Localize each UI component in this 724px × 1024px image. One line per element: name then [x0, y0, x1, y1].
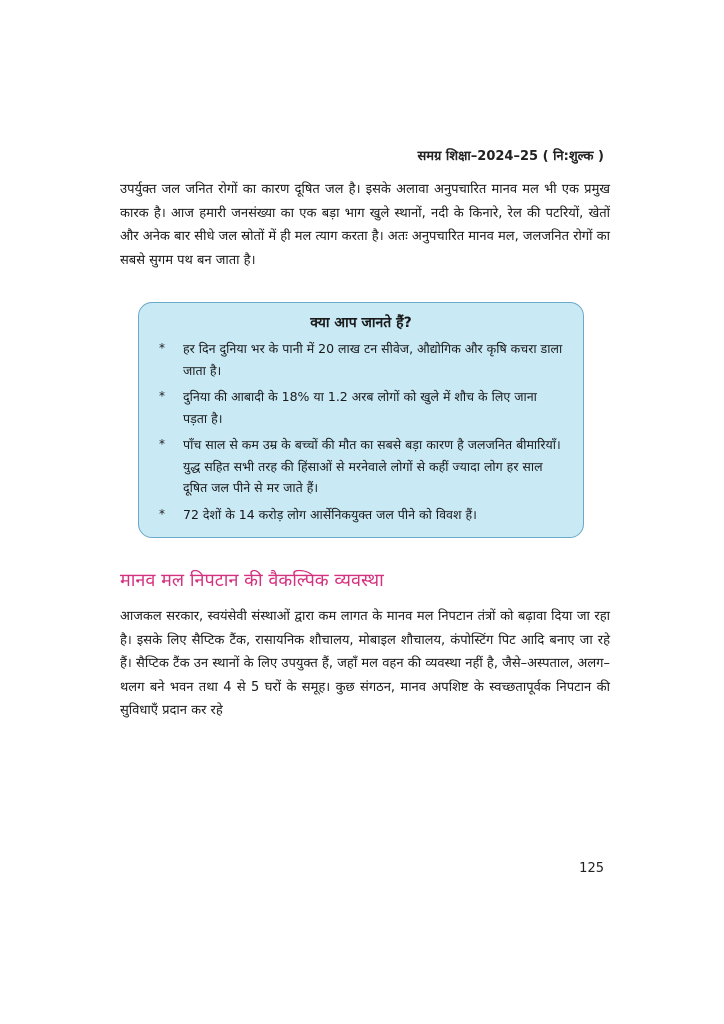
- did-you-know-title: क्या आप जानते हैं?: [310, 315, 412, 331]
- fact-text: हर दिन दुनिया भर के पानी में 20 लाख टन सीवेज, औद्योगिक और कृषि कचरा डाला जाता है।: [183, 341, 563, 378]
- running-header: समग्र शिक्षा–2024–25 ( नि:शुल्क ): [417, 149, 604, 164]
- fact-text: पाँच साल से कम उम्र के बच्चों की मौत का सबसे बड़ा कारण है जलजनित बीमारियाँ। युद्ध सहित सभी तरह की हिंसाओं से मरनेवाले लोगों से कहीं ज्यादा लोग हर साल दूषित जल पीने से मर जाते हैं।: [183, 437, 561, 495]
- did-you-know-box: [138, 302, 584, 538]
- section-heading: मानव मल निपटान की वैकल्पिक व्यवस्था: [120, 570, 384, 591]
- asterisk-bullet-icon: *: [159, 506, 165, 521]
- fact-item: [159, 504, 563, 526]
- facts-list: [159, 338, 563, 525]
- asterisk-bullet-icon: *: [159, 341, 165, 355]
- asterisk-bullet-icon: *: [159, 437, 165, 451]
- fact-text: दुनिया की आबादी के 18% या 1.2 अरब लोगों को खुले में शौच के लिए जाना पड़ता है।: [183, 389, 537, 426]
- fact-item: [159, 338, 563, 381]
- fact-item: [159, 386, 563, 429]
- section-paragraph: आजकल सरकार, स्वयंसेवी संस्थाओं द्वारा कम लागत के मानव मल निपटान तंत्रों को बढ़ावा दिया जा रहा है। इसके लिए सैप्टिक टैंक, रासायनिक शौचालय, मोबाइल शौचालय, कंपोस्टिंग पिट आदि बनाए जा रहे हैं। सैप्टिक टैंक उन स्थानों के लिए उपयुक्त हैं, जहाँ मल वहन की व्यवस्था नहीं है, जैसे–अस्पताल, अलग–थलग बने भवन तथा 4 से 5 घरों के समूह। कुछ संगठन, मानव अपशिष्ट के स्वच्छतापूर्वक निपटान की सुविधाएँ प्रदान कर रहे: [120, 609, 610, 718]
- page-number: 125: [579, 861, 604, 876]
- intro-paragraph: उपर्युक्त जल जनित रोगों का कारण दूषित जल है। इसके अलावा अनुपचारित मानव मल भी एक प्रमुख कारक है। आज हमारी जनसंख्या का एक बड़ा भाग खुले स्थानों, नदी के किनारे, रेल की पटरियों, खेतों और अनेक बार सीधे जल स्रोतों में ही मल त्याग करता है। अतः अनुपचारित मानव मल, जलजनित रोगों का सबसे सुगम पथ बन जाता है।: [120, 182, 610, 268]
- asterisk-bullet-icon: *: [159, 389, 165, 403]
- fact-item: [159, 434, 563, 499]
- fact-text: 72 देशों के 14 करोड़ लोग आर्सेनिकयुक्त जल पीने को विवश हैं।: [183, 506, 477, 522]
